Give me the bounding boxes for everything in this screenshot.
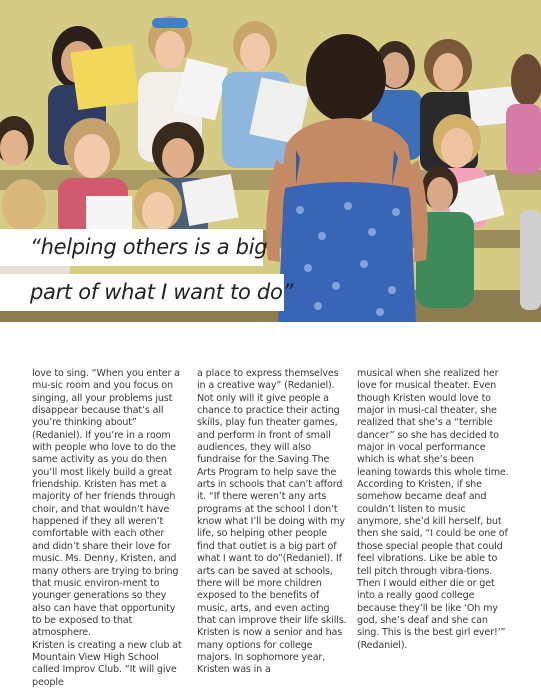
article-column-2 xyxy=(197,368,347,677)
article-column-3 xyxy=(357,368,509,652)
paragraph: Kristen is creating a new club at Mountain View High School called Improv Club. “It will give people xyxy=(32,639,182,688)
pull-quote-line-2: part of what I want to do” xyxy=(0,274,284,311)
paragraph: love to sing. “When you enter a mu-sic room and you focus on singing, all your problems just disappear because that’s all you’re thinking about” (Redaniel). If you’re in a room with people who love to do the same activity as you do then you’ll most likely build a great friendship. Kristen has met a majority of her friends through choir, and that wouldn’t have happened if they all weren’t comfortable with each other and didn’t share their love for music. Ms. Denny, Kristen, and many others are trying to bring that music environ-ment to younger generations so they also can have that opportunity to be exposed to that atmosphere. xyxy=(32,368,180,639)
paragraph: musical when she realized her love for musical theater. Even though Kristen would love to major in musi-cal theater, she realized that she’s a “terrible dancer” so she has decided to major in vocal performance which is what she’s been leaning towards this whole time. According to Kristen, if she somehow became deaf and couldn’t listen to music anymore, she’d kill herself, but then she said, “I could be one of those special people that could feel vibrations. Like be able to tell pitch through vibra-tions. Then I would either die or get into a really good college because they’ll be like ‘Oh my god, she’s deaf and she can sing. This is the best girl ever!’” (Redaniel). xyxy=(357,368,509,651)
paragraph: a place to express themselves in a creative way” (Redaniel). Not only will it give people a chance to practice their acting skills, play fun theater games, and perform in front of small audiences, they will also fundraise for the Saving The Arts Program to help save the arts in schools that can’t afford it. “If there weren’t any arts programs at the school I don’t know what I’ll be doing with my life, so helping other people find that outlet is a big part of what I want to do”(Redaniel). If arts can be saved at schools, there will be more children exposed to the benefits of music, arts, and even acting that can improve their life skills. xyxy=(197,368,347,626)
choir-photo xyxy=(0,0,541,322)
paragraph: Kristen is now a senior and has many options for college majors. In sophomore year, Kristen was in a xyxy=(197,627,343,676)
pull-quote-line-1: “helping others is a big xyxy=(0,229,263,266)
article-column-1 xyxy=(32,368,182,689)
